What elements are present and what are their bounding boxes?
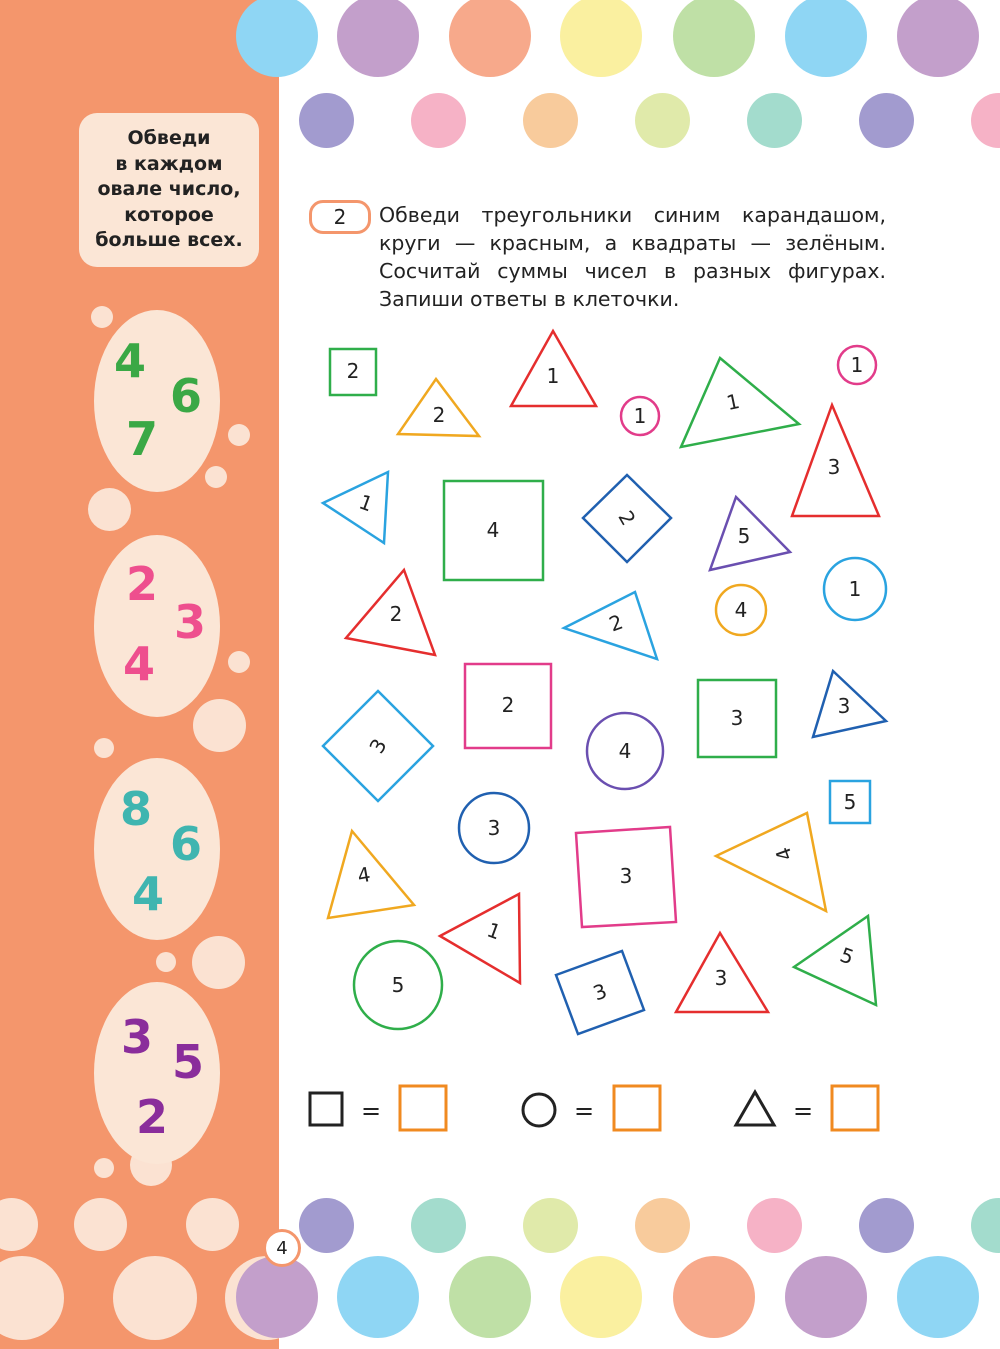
instruction-line: в каждом [115,152,223,175]
shape-triangle[interactable] [676,933,768,1012]
oval-number[interactable]: 6 [170,369,203,423]
shape-square[interactable] [465,664,551,748]
circle-icon [523,1094,555,1126]
oval-number[interactable]: 4 [132,867,165,921]
shape-label: 2 [389,602,403,626]
equals-sign: = [792,1097,814,1125]
shape-label: 1 [848,577,862,601]
instruction-line: больше всех. [95,229,243,252]
shape-label: 3 [487,816,501,840]
shape-outline [716,813,826,911]
task-number-badge: 2 [309,200,371,234]
shape-triangle[interactable] [511,331,596,406]
answer-box-square[interactable] [400,1086,446,1130]
shape-label: 1 [355,489,377,517]
shape-label: 4 [734,598,748,622]
shape-label: 5 [836,942,858,970]
shape-label: 5 [391,973,405,997]
equals-sign: = [360,1097,382,1125]
shape-square[interactable] [556,951,644,1034]
shape-label: 3 [837,694,851,718]
shape-label: 3 [827,455,841,479]
shape-label: 1 [483,917,505,945]
task-line: Запиши ответы в клеточки. [379,287,680,311]
instruction-line: Обведи [127,127,211,150]
shape-square[interactable] [330,349,376,395]
shape-label: 2 [346,359,360,383]
shape-triangle[interactable] [681,358,799,447]
shape-circle[interactable] [459,793,529,863]
shape-triangle[interactable] [794,916,876,1005]
task-line: круги — красным, а квадраты — зелёным. [379,231,886,255]
shape-circle[interactable] [354,941,442,1029]
shape-label: 4 [355,862,373,888]
shape-triangle[interactable] [710,497,790,570]
shape-outline [794,916,876,1005]
shape-triangle[interactable] [346,570,435,655]
oval-number[interactable]: 5 [172,1035,205,1089]
shape-label: 2 [605,609,627,637]
shape-outline [328,831,414,918]
shape-label: 2 [501,693,515,717]
shape-triangle[interactable] [716,813,826,911]
shape-outline [323,472,388,543]
answer-box-triangle[interactable] [832,1086,878,1130]
oval-number[interactable]: 2 [136,1090,169,1144]
oval-number[interactable]: 3 [174,595,207,649]
instruction-line: которое [124,203,214,226]
shape-square[interactable] [444,481,543,580]
shape-label: 1 [546,364,560,388]
shape-label: 4 [618,739,632,763]
shape-triangle[interactable] [564,592,657,659]
shape-triangle[interactable] [398,379,479,436]
shape-square[interactable] [576,827,676,927]
shape-label: 5 [737,524,751,548]
page-number: 4 [263,1229,301,1267]
shape-label: 3 [619,864,633,888]
square-icon [310,1093,342,1125]
shape-square[interactable] [830,781,870,823]
shape-circle[interactable] [587,713,663,789]
shape-label: 5 [843,790,857,814]
shape-triangle[interactable] [323,472,388,543]
shape-circle[interactable] [621,397,659,435]
shape-label: 1 [850,353,864,377]
shape-triangle[interactable] [440,894,520,983]
shape-triangle[interactable] [813,671,886,737]
shape-label: 2 [432,403,446,427]
shape-outline [681,358,799,447]
task-line: Обведи треугольники синим карандашом, [379,203,886,227]
shape-triangle[interactable] [328,831,414,918]
task-line: Сосчитай суммы чисел в разных фигурах. [379,259,886,283]
shape-outline [440,894,520,983]
shape-triangle[interactable] [792,405,879,516]
shape-circle[interactable] [716,585,766,635]
shape-label: 1 [724,388,742,416]
oval-number[interactable]: 2 [126,557,159,611]
shape-label: 2 [613,506,641,530]
shape-circle[interactable] [824,558,886,620]
answer-row [310,1086,878,1130]
shape-square[interactable] [583,475,671,562]
oval-number[interactable]: 4 [123,637,156,691]
oval-number[interactable]: 3 [121,1010,154,1064]
oval-number[interactable]: 8 [120,782,153,836]
shape-circle[interactable] [838,346,876,384]
instruction-line: овале число, [97,178,241,201]
shape-label: 4 [770,843,798,865]
shape-square[interactable] [698,680,776,757]
answer-box-circle[interactable] [614,1086,660,1130]
oval-number[interactable]: 4 [114,334,147,388]
triangle-icon [736,1092,774,1125]
shape-label: 3 [714,966,728,990]
shape-label: 3 [730,706,744,730]
shape-label: 3 [589,978,611,1006]
shape-label: 4 [486,518,500,542]
oval-number[interactable]: 7 [126,412,159,466]
shape-label: 1 [633,404,647,428]
oval-number[interactable]: 6 [170,817,203,871]
equals-sign: = [573,1097,595,1125]
shape-label: 3 [364,734,392,758]
shape-square[interactable] [323,691,433,801]
